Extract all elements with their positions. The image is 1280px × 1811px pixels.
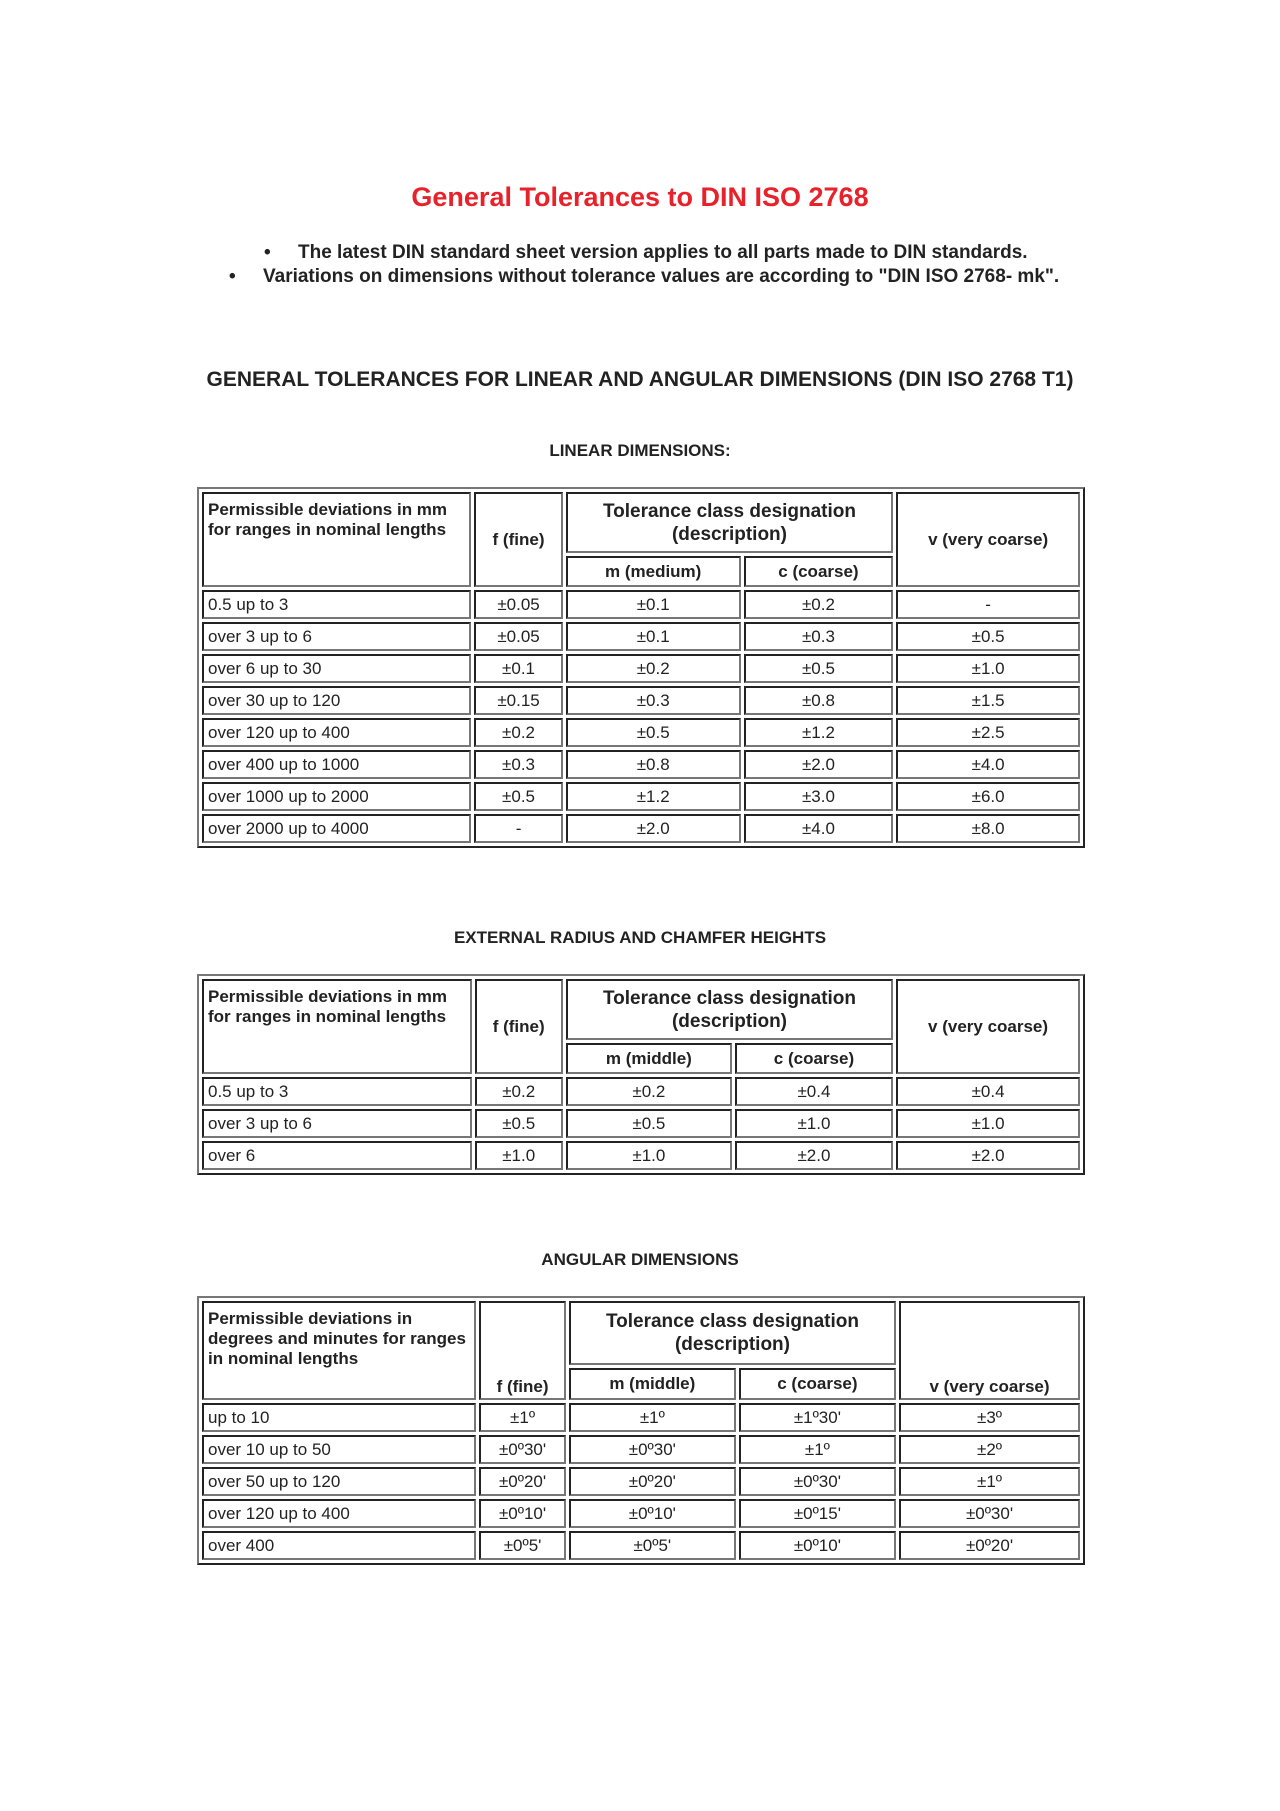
value-cell: ±0.4 xyxy=(896,1077,1080,1106)
value-cell: ±0º20' xyxy=(479,1467,566,1496)
table-caption-radius: EXTERNAL RADIUS AND CHAMFER HEIGHTS xyxy=(453,928,827,947)
range-cell: over 1000 up to 2000 xyxy=(202,782,471,811)
bullet-icon: • xyxy=(264,242,271,263)
value-cell: ±0.8 xyxy=(566,750,741,779)
linear-dimensions-table xyxy=(197,487,1085,848)
value-cell: - xyxy=(896,590,1080,619)
range-cell: over 10 up to 50 xyxy=(202,1435,476,1464)
value-cell: ±1º xyxy=(899,1467,1080,1496)
value-cell: ±8.0 xyxy=(896,814,1080,843)
header-tolerance-class: Tolerance class designation (description) xyxy=(566,492,894,553)
table-row xyxy=(202,1077,1080,1106)
header-coarse: c (coarse) xyxy=(739,1368,896,1400)
range-cell: over 3 up to 6 xyxy=(202,1109,472,1138)
range-cell: over 6 xyxy=(202,1141,472,1170)
value-cell: ±1º xyxy=(569,1403,736,1432)
value-cell: ±0.4 xyxy=(735,1077,893,1106)
range-cell: over 50 up to 120 xyxy=(202,1467,476,1496)
header-coarse: c (coarse) xyxy=(744,556,894,587)
table-row xyxy=(202,750,1080,779)
header-fine: f (fine) xyxy=(474,492,562,587)
value-cell: ±0.2 xyxy=(566,1077,732,1106)
value-cell: ±0º10' xyxy=(739,1531,896,1560)
range-cell: over 30 up to 120 xyxy=(202,686,471,715)
value-cell: ±0.1 xyxy=(566,622,741,651)
range-cell: over 6 up to 30 xyxy=(202,654,471,683)
header-medium: m (middle) xyxy=(566,1043,732,1074)
value-cell: ±1º xyxy=(739,1435,896,1464)
table-row xyxy=(202,1435,1080,1464)
value-cell: ±0º10' xyxy=(479,1499,566,1528)
table-row xyxy=(202,590,1080,619)
value-cell: ±2.0 xyxy=(896,1141,1080,1170)
value-cell: ±0º10' xyxy=(569,1499,736,1528)
value-cell: ±1º30' xyxy=(739,1403,896,1432)
header-range: Permissible deviations in mm for ranges in nominal lengths xyxy=(202,492,471,587)
table-header xyxy=(202,492,1080,587)
value-cell: ±0.3 xyxy=(744,622,894,651)
table-row xyxy=(202,1403,1080,1432)
table-row xyxy=(202,686,1080,715)
header-fine: f (fine) xyxy=(475,979,563,1074)
value-cell: ±0.15 xyxy=(474,686,562,715)
range-cell: up to 10 xyxy=(202,1403,476,1432)
value-cell: ±2º xyxy=(899,1435,1080,1464)
value-cell: ±4.0 xyxy=(744,814,894,843)
value-cell: ±0.2 xyxy=(744,590,894,619)
table-row xyxy=(202,1109,1080,1138)
value-cell: ±0.2 xyxy=(475,1077,563,1106)
value-cell: ±0.5 xyxy=(475,1109,563,1138)
angular-dimensions-table xyxy=(197,1296,1085,1565)
value-cell: ±2.5 xyxy=(896,718,1080,747)
header-medium: m (middle) xyxy=(569,1368,736,1400)
value-cell: ±4.0 xyxy=(896,750,1080,779)
note-text: Variations on dimensions without tolerance values are according to "DIN ISO 2768- mk". xyxy=(263,266,1060,287)
value-cell: ±2.0 xyxy=(744,750,894,779)
value-cell: ±1.2 xyxy=(566,782,741,811)
table-row xyxy=(202,1531,1080,1560)
value-cell: ±1.5 xyxy=(896,686,1080,715)
note-item xyxy=(229,266,1060,288)
range-cell: 0.5 up to 3 xyxy=(202,590,471,619)
header-very-coarse: v (very coarse) xyxy=(896,979,1080,1074)
note-item xyxy=(264,242,1028,264)
range-cell: over 2000 up to 4000 xyxy=(202,814,471,843)
value-cell: ±0.2 xyxy=(566,654,741,683)
header-medium: m (medium) xyxy=(566,556,741,587)
value-cell: ±0.5 xyxy=(744,654,894,683)
table-row xyxy=(202,1467,1080,1496)
table-header xyxy=(202,979,1080,1074)
range-cell: 0.5 up to 3 xyxy=(202,1077,472,1106)
value-cell: ±0.3 xyxy=(566,686,741,715)
value-cell: ±0º30' xyxy=(569,1435,736,1464)
value-cell: ±0.5 xyxy=(566,718,741,747)
header-very-coarse: v (very coarse) xyxy=(896,492,1080,587)
table-row xyxy=(202,814,1080,843)
range-cell: over 120 up to 400 xyxy=(202,718,471,747)
page-title: General Tolerances to DIN ISO 2768 xyxy=(411,182,869,212)
value-cell: ±0º20' xyxy=(899,1531,1080,1560)
table-row xyxy=(202,1499,1080,1528)
value-cell: ±0º5' xyxy=(569,1531,736,1560)
value-cell: ±1.0 xyxy=(896,1109,1080,1138)
value-cell: ±0.2 xyxy=(474,718,562,747)
bullet-icon: • xyxy=(229,266,236,287)
table-caption-angular: ANGULAR DIMENSIONS xyxy=(541,1250,739,1269)
table-row xyxy=(202,1141,1080,1170)
value-cell: ±0.1 xyxy=(566,590,741,619)
value-cell: ±0.8 xyxy=(744,686,894,715)
header-very-coarse: v (very coarse) xyxy=(899,1301,1080,1400)
value-cell: ±0.5 xyxy=(566,1109,732,1138)
value-cell: ±0º30' xyxy=(739,1467,896,1496)
range-cell: over 400 up to 1000 xyxy=(202,750,471,779)
table-row xyxy=(202,622,1080,651)
note-text: The latest DIN standard sheet version applies to all parts made to DIN standards. xyxy=(298,242,1028,263)
table-row xyxy=(202,782,1080,811)
value-cell: ±0º15' xyxy=(739,1499,896,1528)
value-cell: ±0º30' xyxy=(479,1435,566,1464)
value-cell: ±0.05 xyxy=(474,622,562,651)
value-cell: ±6.0 xyxy=(896,782,1080,811)
header-range: Permissible deviations in degrees and minutes for ranges in nominal lengths xyxy=(202,1301,476,1400)
value-cell: ±2.0 xyxy=(735,1141,893,1170)
section-heading: GENERAL TOLERANCES FOR LINEAR AND ANGULAR DIMENSIONS (DIN ISO 2768 T1) xyxy=(206,368,1074,391)
value-cell: ±3.0 xyxy=(744,782,894,811)
value-cell: ±3º xyxy=(899,1403,1080,1432)
table-caption-linear: LINEAR DIMENSIONS: xyxy=(549,441,731,460)
value-cell: ±0º30' xyxy=(899,1499,1080,1528)
header-fine: f (fine) xyxy=(479,1301,566,1400)
value-cell: ±0.3 xyxy=(474,750,562,779)
table-header xyxy=(202,1301,1080,1400)
table-row xyxy=(202,718,1080,747)
range-cell: over 120 up to 400 xyxy=(202,1499,476,1528)
value-cell: ±1.0 xyxy=(896,654,1080,683)
value-cell: ±0.1 xyxy=(474,654,562,683)
value-cell: ±1.0 xyxy=(735,1109,893,1138)
header-tolerance-class: Tolerance class designation (description) xyxy=(569,1301,896,1365)
value-cell: ±0º5' xyxy=(479,1531,566,1560)
range-cell: over 400 xyxy=(202,1531,476,1560)
value-cell: ±0.5 xyxy=(896,622,1080,651)
radius-chamfer-table xyxy=(197,974,1085,1175)
value-cell: ±0º20' xyxy=(569,1467,736,1496)
value-cell: ±1º xyxy=(479,1403,566,1432)
value-cell: ±1.2 xyxy=(744,718,894,747)
table-row xyxy=(202,654,1080,683)
value-cell: ±2.0 xyxy=(566,814,741,843)
header-tolerance-class: Tolerance class designation (description) xyxy=(566,979,893,1040)
range-cell: over 3 up to 6 xyxy=(202,622,471,651)
value-cell: ±0.05 xyxy=(474,590,562,619)
value-cell: ±0.5 xyxy=(474,782,562,811)
value-cell: ±1.0 xyxy=(566,1141,732,1170)
value-cell: ±1.0 xyxy=(475,1141,563,1170)
header-range: Permissible deviations in mm for ranges in nominal lengths xyxy=(202,979,472,1074)
header-coarse: c (coarse) xyxy=(735,1043,893,1074)
value-cell: - xyxy=(474,814,562,843)
